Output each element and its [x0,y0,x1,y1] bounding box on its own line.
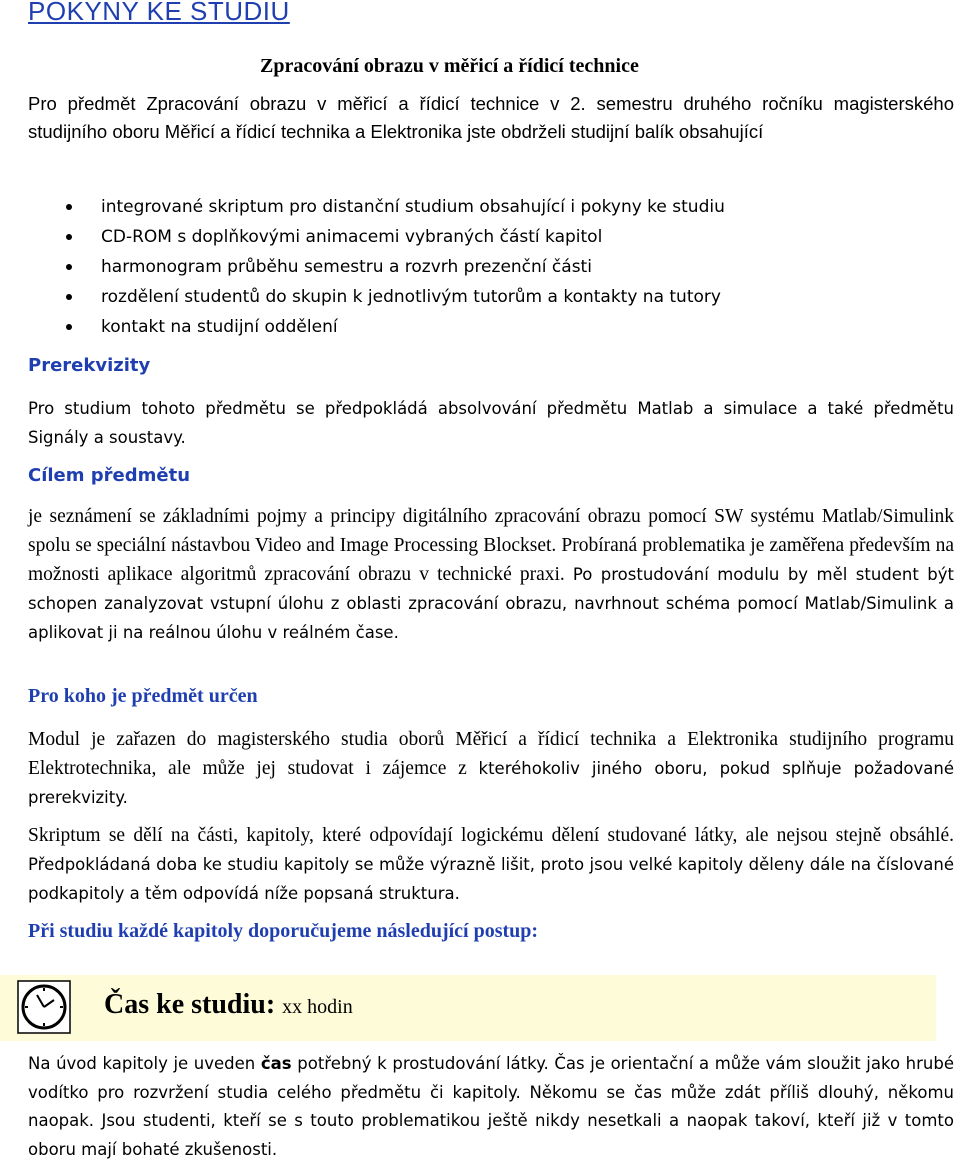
list-item [28,192,928,222]
study-time-label-text: Čas ke studiu: [104,989,276,1020]
list-item-text: harmonogram průběhu semestru a rozvrh prezenční části [101,257,592,277]
goals-text-part1: je seznámení se základními pojmy a principy digitálního zpracování obrazu pomocí SW systému Matlab/Simulink spolu se speciální nástavbou Video and Image Processing Blockset. Probíraná problematika je zaměřena především na možnosti aplikace algoritmů zpracování obrazu v technické praxi. [28,506,954,585]
bullet-icon [66,324,72,330]
list-item-text: kontakt na studijní oddělení [101,317,338,337]
structure-paragraph [28,821,954,908]
prerequisites-heading: Prerekvizity [28,355,151,376]
goals-heading: Cílem předmětu [28,465,191,486]
study-time-note-bold: čas [260,1054,292,1073]
document-title: POKYNY KE STUDIU [28,0,290,26]
list-item-text: integrované skriptum pro distanční studium obsahující i pokyny ke studiu [101,197,725,217]
study-time-note-after: potřebný k prostudování látky. Čas je orientační a může vám sloužit jako hrubé vodítko pro rozvržení studia celého předmětu či kapitoly. Někomu se čas může zdát příliš dlouhý, někomu naopak. Jsou studenti, kteří se s touto problematikou ještě nikdy nesetkali a naopak takoví, kteří již v tomto oboru mají bohaté zkušenosti. [28,1054,954,1159]
audience-paragraph [28,725,954,812]
audience-text-part2: kteréhokoliv jiného oboru, pokud splňuje požadované prerekvizity. [28,759,954,807]
bullet-icon [66,294,72,300]
study-time-box [0,975,936,1041]
intro-paragraph: Pro předmět Zpracování obrazu v měřicí a řídicí technice v 2. semestru druhého ročníku magisterského studijního oboru Měřicí a řídicí technika a Elektronika jste obdrželi studijní balík obsahující [28,93,954,142]
list-item [28,282,928,312]
audience-text-part1: Modul je zařazen do magisterského studia oborů Měřicí a řídicí technika a Elektronika studijního programu Elektrotechnika, ale může jej studovat i zájemce z [28,729,954,779]
structure-text-part2: Předpokládaná doba ke studiu kapitoly se může výrazně lišit, proto jsou velké kapitoly děleny dále na číslované podkapitoly a těm odpovídá níže popsaná struktura. [28,855,954,903]
study-time-value: xx hodin [282,996,353,1018]
list-item-text: CD-ROM s doplňkovými animacemi vybraných částí kapitol [101,227,603,247]
bullet-icon [66,204,72,210]
study-time-note-before: Na úvod kapitoly je uveden [28,1054,261,1073]
study-package-list [28,192,928,342]
course-title: Zpracování obrazu v měřicí a řídicí technice [260,55,639,77]
study-time-label [104,989,353,1021]
goals-paragraph [28,502,954,647]
structure-text-part1: Skriptum se dělí na části, kapitoly, které odpovídají logickému dělení studované látky, ale nejsou stejně obsáhlé. [28,825,954,846]
procedure-heading: Při studiu každé kapitoly doporučujeme následující postup: [28,920,539,942]
list-item [28,222,928,252]
list-item [28,252,928,282]
study-time-note [28,1050,954,1164]
list-item [28,312,928,342]
audience-heading: Pro koho je předmět určen [28,685,258,707]
bullet-icon [66,264,72,270]
prerequisites-paragraph: Pro studium tohoto předmětu se předpokládá absolvování předmětu Matlab a simulace a také předmětu Signály a soustavy. [28,399,954,447]
clock-icon [17,980,71,1034]
goals-text-part2: Po prostudování modulu by měl student být schopen zanalyzovat vstupní úlohu z oblasti zpracování obrazu, navrhnout schéma pomocí Matlab/Simulink a aplikovat ji na reálnou úlohu v reálném čase. [28,565,954,642]
bullet-icon [66,234,72,240]
list-item-text: rozdělení studentů do skupin k jednotlivým tutorům a kontakty na tutory [101,287,721,307]
